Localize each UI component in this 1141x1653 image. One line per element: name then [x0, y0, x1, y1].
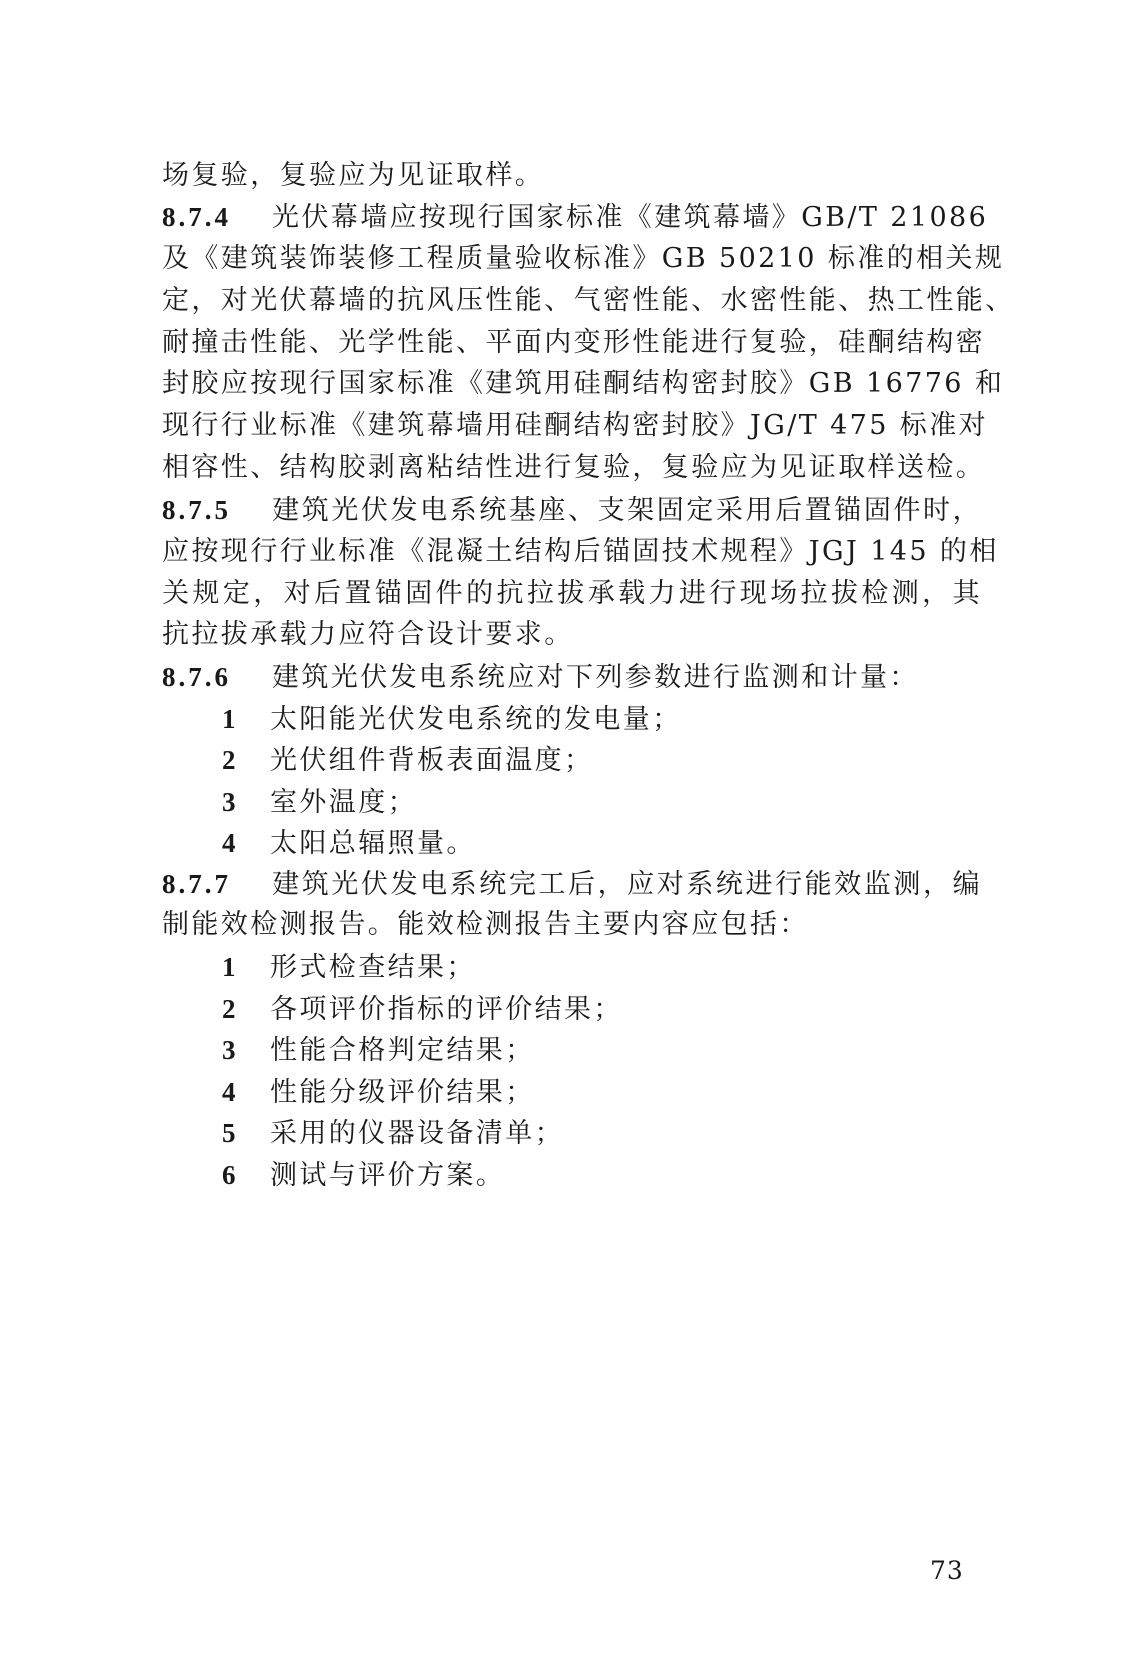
- list-item: [222, 821, 476, 865]
- list-item: [222, 1153, 505, 1197]
- text-line: [162, 237, 1005, 281]
- clause-number: 8.7.5: [162, 495, 231, 525]
- line-text: 关规定，对后置锚固件的抗拉拔承载力进行现场拉拔检测，其: [162, 578, 982, 609]
- list-item-text: 室外温度；: [270, 787, 417, 818]
- list-item: [222, 1028, 535, 1072]
- text-line: [162, 903, 982, 947]
- list-item-text: 太阳能光伏发电系统的发电量；: [270, 704, 682, 735]
- line-text: 抗拉拔承载力应符合设计要求。: [162, 619, 574, 650]
- clause-8-7-5-first-line: [162, 488, 982, 532]
- list-item-number: 1: [222, 704, 238, 734]
- line-text: 应按现行行业标准《混凝土结构后锚固技术规程》JGJ 145 的相: [162, 536, 999, 567]
- text-line: [162, 362, 1005, 406]
- list-item-text: 测试与评价方案。: [270, 1160, 506, 1191]
- text-line: [162, 446, 986, 490]
- clause-number: 8.7.6: [162, 662, 231, 692]
- text-line: [162, 321, 986, 365]
- list-item-number: 3: [222, 1035, 238, 1065]
- line-text: 及《建筑装饰装修工程质量验收标准》GB 50210 标准的相关规: [162, 243, 1005, 274]
- list-item-number: 5: [222, 1118, 238, 1148]
- list-item-number: 4: [222, 828, 238, 858]
- list-item-number: 1: [222, 952, 238, 982]
- list-item: [222, 1111, 564, 1155]
- line-text: 封胶应按现行国家标准《建筑用硅酮结构密封胶》GB 16776 和: [162, 368, 1005, 399]
- list-item-text: 太阳总辐照量。: [270, 828, 476, 859]
- line-text: 场复验，复验应为见证取样。: [162, 160, 545, 191]
- list-item-number: 4: [222, 1077, 238, 1107]
- line-text: 建筑光伏发电系统应对下列参数进行监测和计量：: [272, 662, 919, 693]
- list-item: [222, 780, 417, 824]
- text-line: [162, 279, 1015, 323]
- list-item: [222, 987, 623, 1031]
- list-item: [222, 945, 476, 989]
- clause-8-7-6-first-line: [162, 655, 982, 699]
- list-item-text: 各项评价指标的评价结果；: [270, 994, 623, 1025]
- list-item-number: 6: [222, 1160, 238, 1190]
- line-text: 相容性、结构胶剥离粘结性进行复验，复验应为见证取样送检。: [162, 452, 986, 483]
- list-item-text: 性能合格判定结果；: [270, 1035, 535, 1066]
- list-item-number: 2: [222, 745, 238, 775]
- clause-8-7-7-first-line: [162, 862, 982, 906]
- list-item-text: 采用的仪器设备清单；: [270, 1118, 564, 1149]
- list-item-text: 性能分级评价结果；: [270, 1077, 535, 1108]
- list-item-text: 形式检查结果；: [270, 952, 476, 983]
- list-item-text: 光伏组件背板表面温度；: [270, 745, 594, 776]
- list-item-number: 3: [222, 787, 238, 817]
- line-text: 定，对光伏幕墙的抗风压性能、气密性能、水密性能、热工性能、: [162, 285, 1015, 316]
- list-item: [222, 738, 593, 782]
- line-text: 建筑光伏发电系统完工后，应对系统进行能效监测，编: [272, 869, 982, 900]
- text-line: [162, 613, 982, 657]
- text-line: [162, 404, 988, 448]
- line-text: 制能效检测报告。能效检测报告主要内容应包括：: [162, 909, 809, 940]
- clause-8-7-4-first-line: [162, 195, 989, 239]
- list-item-number: 2: [222, 994, 238, 1024]
- line-text: 现行行业标准《建筑幕墙用硅酮结构密封胶》JG/T 475 标准对: [162, 410, 988, 441]
- text-line: [162, 572, 982, 616]
- clause-number: 8.7.4: [162, 202, 231, 232]
- line-text: 建筑光伏发电系统基座、支架固定采用后置锚固件时，: [272, 495, 982, 526]
- text-line: [162, 530, 999, 574]
- line-text: 耐撞击性能、光学性能、平面内变形性能进行复验，硅酮结构密: [162, 327, 986, 358]
- text-line: [162, 154, 982, 198]
- line-text: 光伏幕墙应按现行国家标准《建筑幕墙》GB/T 21086: [272, 202, 989, 233]
- list-item: [222, 697, 682, 741]
- page-number: 73: [930, 1556, 964, 1585]
- clause-number: 8.7.7: [162, 869, 231, 899]
- list-item: [222, 1070, 535, 1114]
